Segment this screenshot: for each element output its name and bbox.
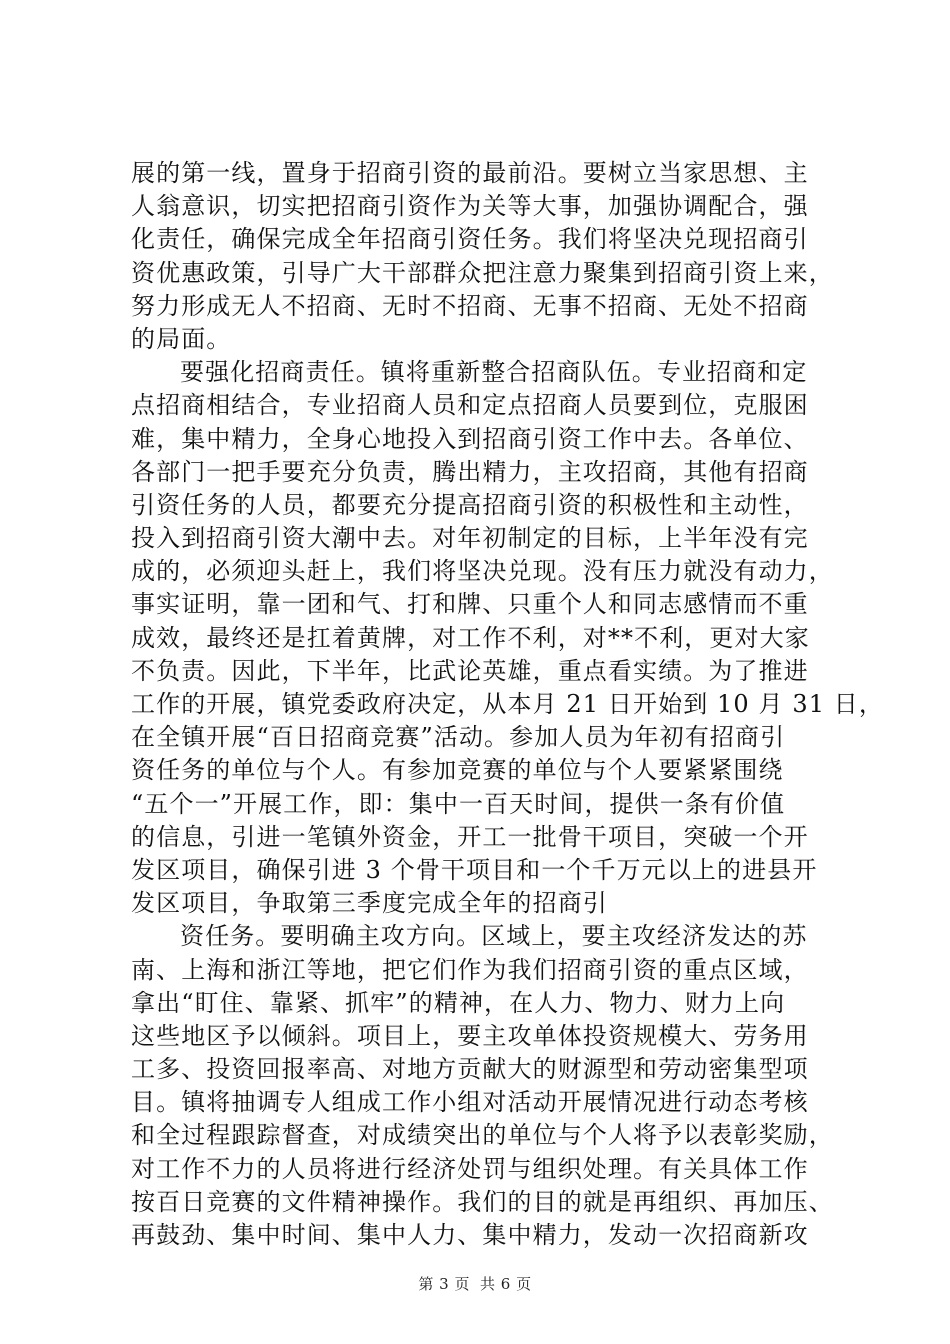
text-line: 人翁意识，切实把招商引资作为关等大事，加强协调配合，强 (131, 192, 809, 221)
text-line: 引资任务的人员，都要充分提高招商引资的积极性和主动性， (131, 490, 809, 519)
text-line: 按百日竞赛的文件精神操作。我们的目的就是再组织、再加压、 (131, 1187, 834, 1216)
text-line: 难，集中精力，全身心地投入到招商引资工作中去。各单位、 (131, 424, 809, 453)
text-line: 在全镇开展“百日招商竞赛”活动。参加人员为年初有招商引 (131, 723, 786, 752)
text-line: 和全过程跟踪督查，对成绩突出的单位与个人将予以表彰奖励， (131, 1121, 834, 1150)
text-line: 投入到招商引资大潮中去。对年初制定的目标，上半年没有完 (131, 524, 809, 553)
page-number: 第 3 页 (418, 1275, 470, 1293)
text-line: 对工作不力的人员将进行经济处罚与组织处理。有关具体工作 (131, 1154, 809, 1183)
text-line: 化责任，确保完成全年招商引资任务。我们将坚决兑现招商引 (131, 225, 809, 254)
text-line: 资优惠政策，引导广大干部群众把注意力聚集到招商引资上来， (131, 258, 834, 287)
text-line: 拿出“盯住、靠紧、抓牢”的精神，在人力、物力、财力上向 (131, 988, 786, 1017)
text-line: 工作的开展，镇党委政府决定，从本月 21 日开始到 10 月 31 日， (131, 690, 884, 718)
text-line: 展的第一线，置身于招商引资的最前沿。要树立当家思想、主 (131, 159, 809, 187)
text-line: 点招商相结合，专业招商人员和定点招商人员要到位，克服困 (131, 391, 809, 420)
text-line: 的信息，引进一笔镇外资金，开工一批骨干项目，突破一个开 (131, 822, 809, 851)
text-line: 发区项目，争取第三季度完成全年的招商引 (131, 889, 608, 918)
page-footer (0, 1273, 950, 1294)
document-body (131, 157, 884, 1252)
text-line: 工多、投资回报率高、对地方贡献大的财源型和劳动密集型项 (131, 1055, 809, 1084)
text-line: 发区项目，确保引进 3 个骨干项目和一个千万元以上的进县开 (131, 855, 818, 884)
text-line: 的局面。 (131, 324, 232, 353)
text-line: 不负责。因此，下半年，比武论英雄，重点看实绩。为了推进 (131, 656, 809, 685)
text-line: “五个一”开展工作，即：集中一百天时间，提供一条有价值 (131, 789, 786, 818)
text-line: 南、上海和浙江等地，把它们作为我们招商引资的重点区域， (131, 955, 809, 984)
text-line: 这些地区予以倾斜。项目上，要主攻单体投资规模大、劳务用 (131, 1021, 809, 1050)
text-line: 资任务的单位与个人。有参加竞赛的单位与个人要紧紧围绕 (131, 756, 784, 785)
text-line: 努力形成无人不招商、无时不招商、无事不招商、无处不招商 (131, 291, 809, 320)
text-line: 资任务。要明确主攻方向。区域上，要主攻经济发达的苏 (180, 922, 808, 951)
page-total: 共 6 页 (480, 1275, 532, 1293)
text-line: 成的，必须迎头赶上，我们将坚决兑现。没有压力就没有动力， (131, 557, 834, 586)
text-line: 要强化招商责任。镇将重新整合招商队伍。专业招商和定 (180, 358, 808, 387)
text-line: 各部门一把手要充分负责，腾出精力，主攻招商，其他有招商 (131, 457, 809, 486)
text-line: 事实证明，靠一团和气、打和牌、只重个人和同志感情而不重 (131, 590, 809, 619)
text-line: 目。镇将抽调专人组成工作小组对活动开展情况进行动态考核 (131, 1088, 809, 1117)
text-line: 成效，最终还是扛着黄牌，对工作不利，对**不利，更对大家 (131, 623, 810, 652)
text-line: 再鼓劲、集中时间、集中人力、集中精力，发动一次招商新攻 (131, 1221, 809, 1249)
